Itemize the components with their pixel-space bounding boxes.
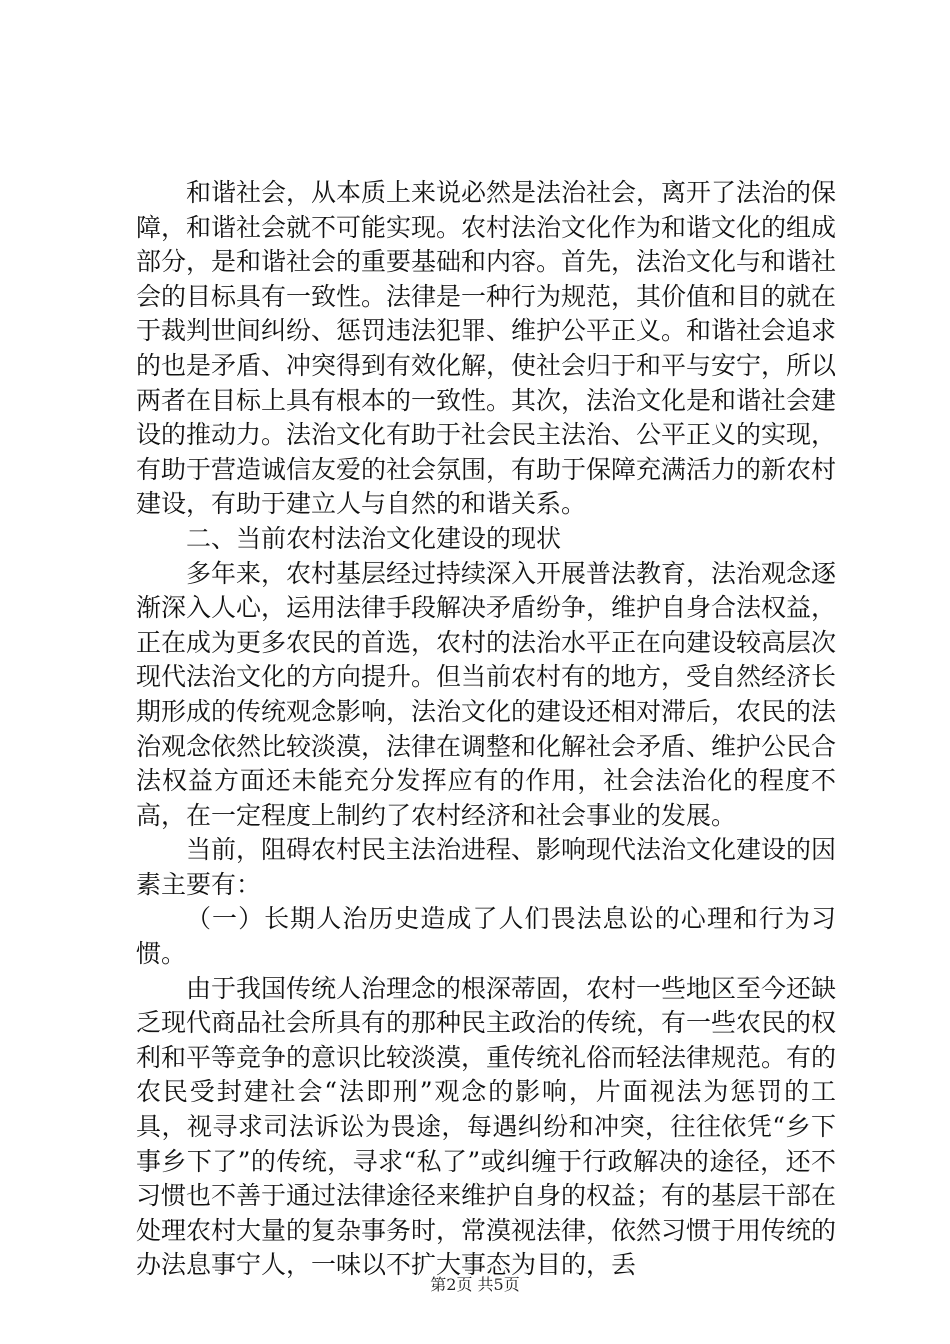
document-body — [136, 176, 836, 1283]
paragraph: 和谐社会，从本质上来说必然是法治社会，离开了法治的保障，和谐社会就不可能实现。农村法治文化作为和谐文化的组成部分，是和谐社会的重要基础和内容。首先，法治文化与和谐社会的目标具有一致性。法律是一种行为规范，其价值和目的就在于裁判世间纠纷、惩罚违法犯罪、维护公平正义。和谐社会追求的也是矛盾、冲突得到有效化解，使社会归于和平与安宁，所以两者在目标上具有根本的一致性。其次，法治文化是和谐社会建设的推动力。法治文化有助于社会民主法治、公平正义的实现，有助于营造诚信友爱的社会氛围，有助于保障充满活力的新农村建设，有助于建立人与自然的和谐关系。 — [136, 178, 837, 519]
paragraph: 当前，阻碍农村民主法治进程、影响现代法治文化建设的因素主要有： — [136, 835, 837, 899]
paragraph: 多年来，农村基层经过持续深入开展普法教育，法治观念逐渐深入人心，运用法律手段解决矛盾纷争，维护自身合法权益，正在成为更多农民的首选，农村的法治水平正在向建设较高层次现代法治文化的方向提升。但当前农村有的地方，受自然经济长期形成的传统观念影响，法治文化的建设还相对滞后，农民的法治观念依然比较淡漠，法律在调整和化解社会矛盾、维护公民合法权益方面还未能充分发挥应有的作用，社会法治化的程度不高，在一定程度上制约了农村经济和社会事业的发展。 — [136, 558, 837, 830]
subsection-heading: （一）长期人治历史造成了人们畏法息讼的心理和行为习惯。 — [136, 904, 836, 969]
page-footer: 第2页 共5页 — [430, 1275, 520, 1294]
section-heading: 二、当前农村法治文化建设的现状 — [186, 523, 562, 553]
paragraph: 由于我国传统人治理念的根深蒂固，农村一些地区至今还缺乏现代商品社会所具有的那种民主政治的传统，有一些农民的权利和平等竞争的意识比较淡漠，重传统礼俗而轻法律规范。有的农民受封建社会“法即刑”观念的影响，片面视法为惩罚的工具，视寻求司法诉讼为畏途，每遇纠纷和冲突，往往依凭“乡下事乡下了”的传统，寻求“私了”或纠缠于行政解决的途径，还不习惯也不善于通过法律途径来维护自身的权益；有的基层干部在处理农村大量的复杂事务时，常漠视法律，依然习惯于用传统的办法息事宁人，一味以不扩大事态为目的，丢 — [136, 973, 837, 1280]
